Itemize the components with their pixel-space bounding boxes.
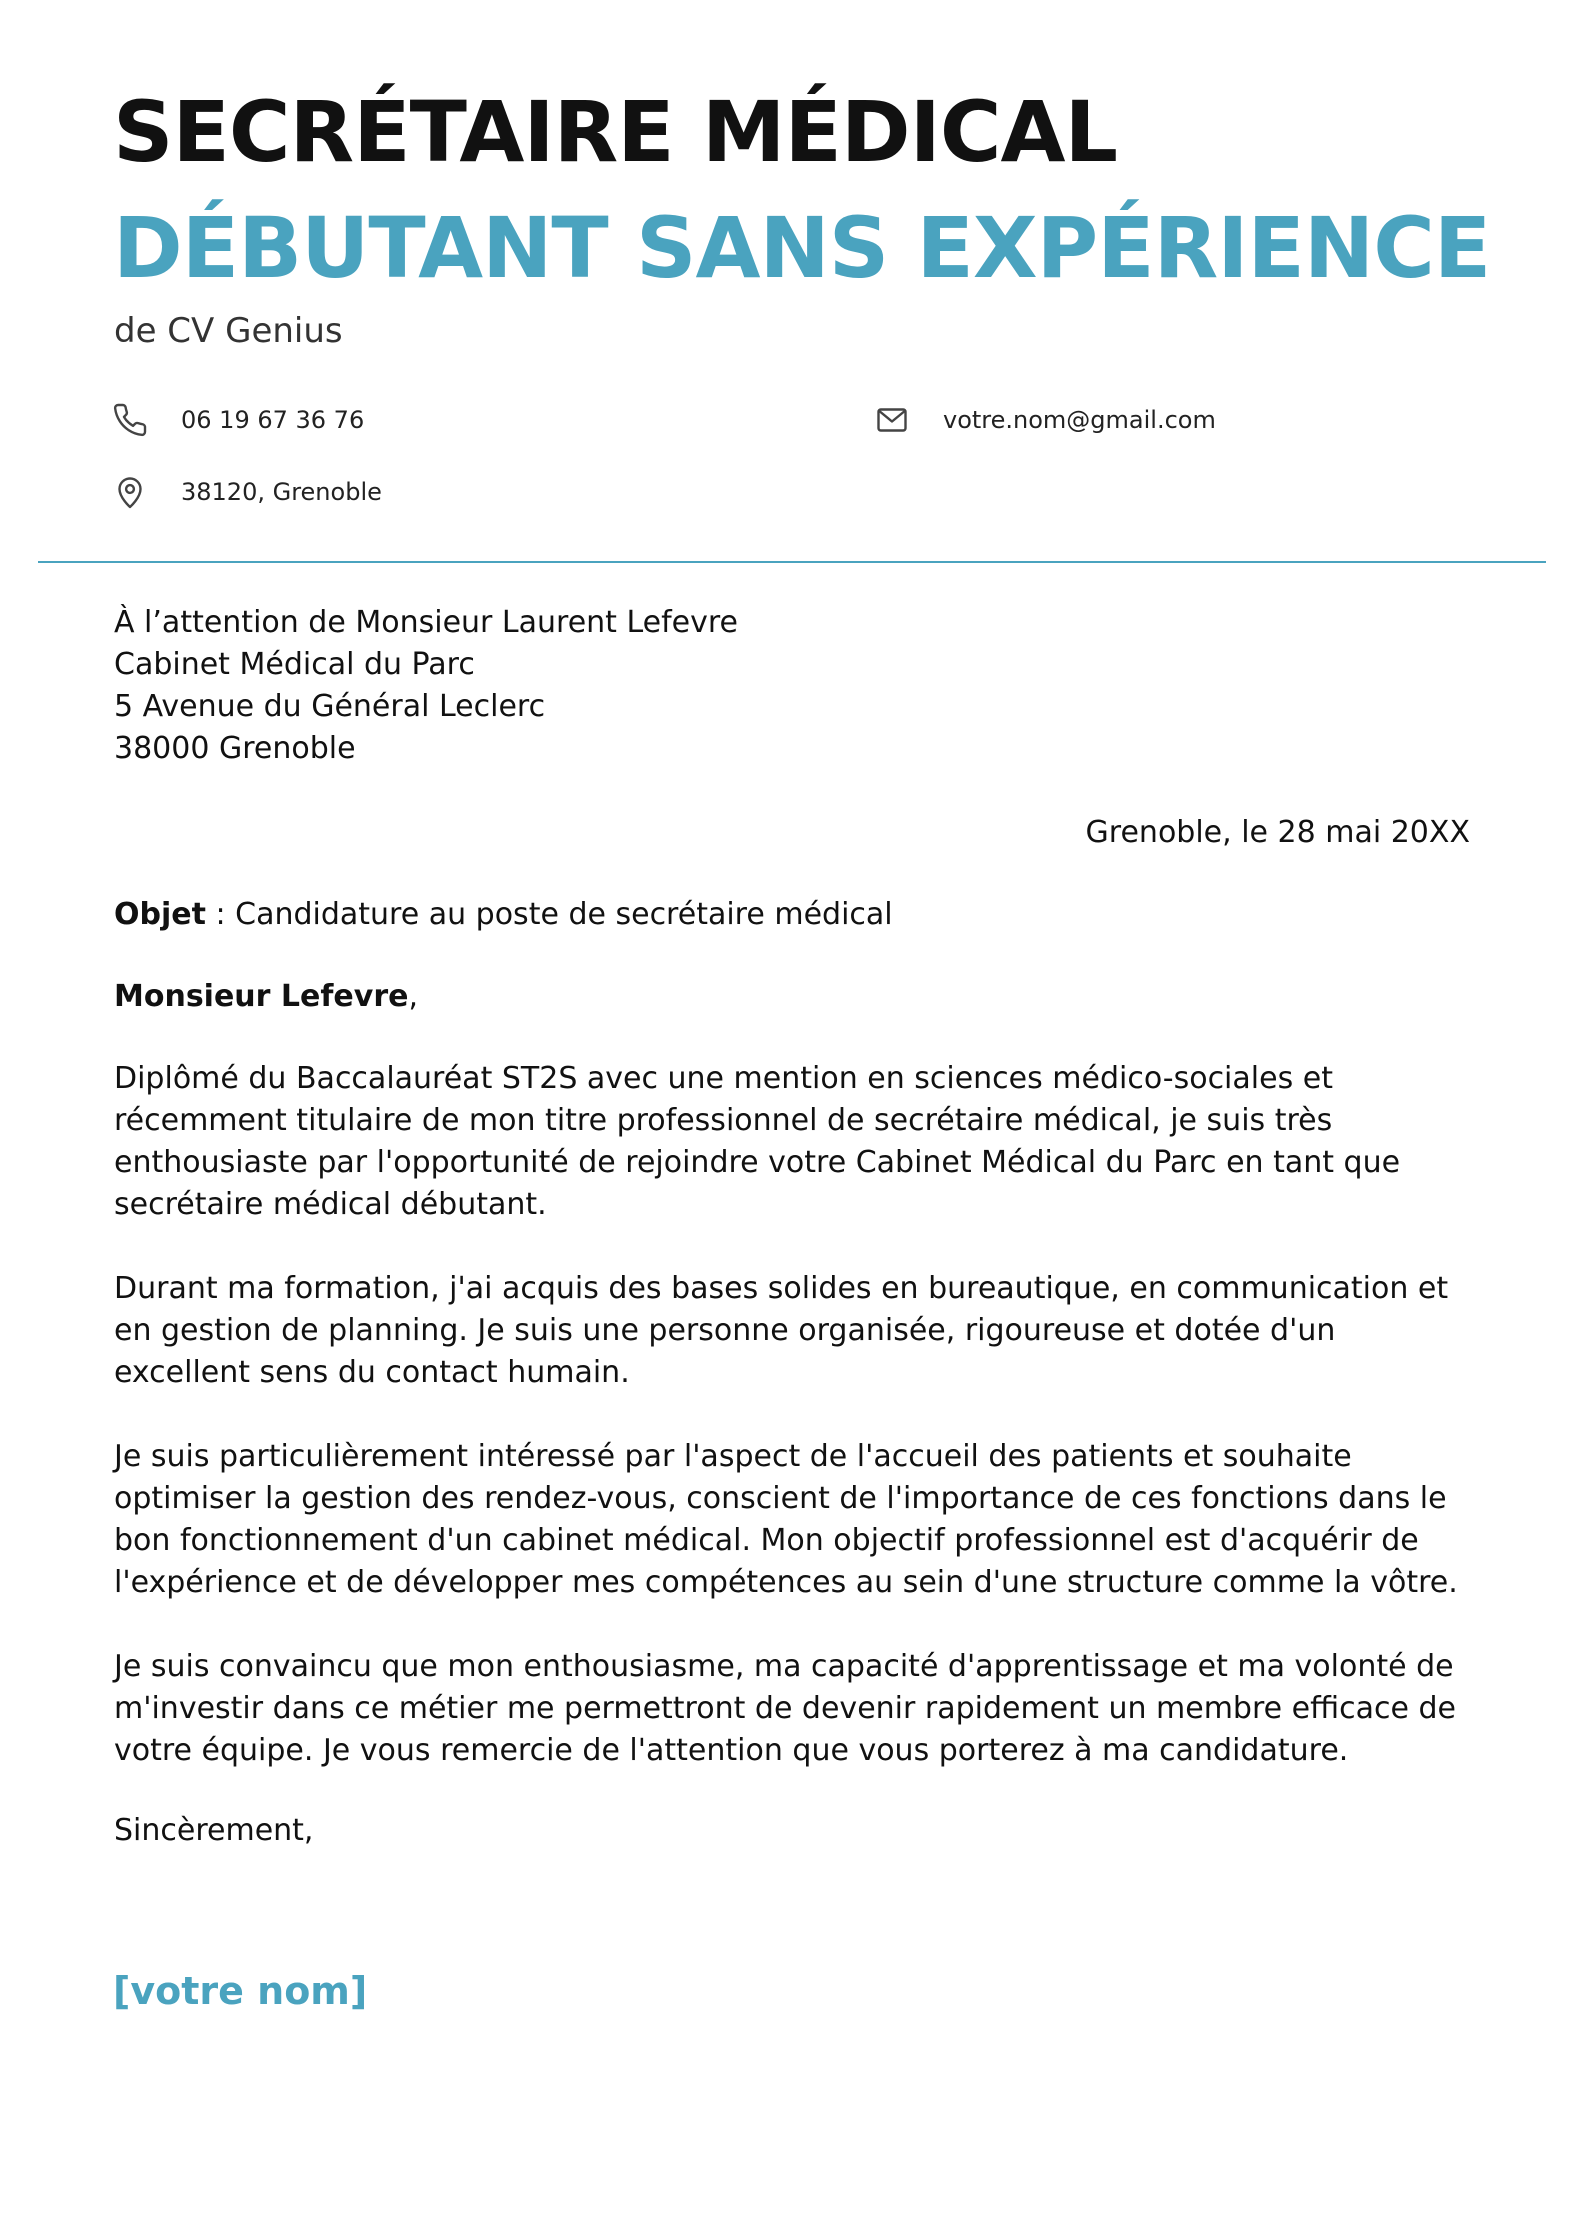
recipient-block xyxy=(114,602,1434,770)
title-line-2: DÉBUTANT SANS EXPÉRIENCE xyxy=(113,199,1491,297)
body-paragraph: Durant ma formation, j'ai acquis des bases solides en bureautique, en communication et en gestion de planning. Je suis une personne organisée, rigoureuse et dotée d'un excellent sens du contact humain. xyxy=(114,1271,1449,1390)
body-paragraph: Je suis particulièrement intéressé par l'aspect de l'accueil des patients et souhaite optimiser la gestion des rendez-vous, conscient de l'importance de ces fonctions dans le bon fonctionnement d'un cabinet médical. Mon objectif professionnel est d'acquérir de l'expérience et de développer mes compétences au sein d'une structure comme la vôtre. xyxy=(114,1439,1458,1600)
contact-email xyxy=(872,400,1216,440)
letter-date: Grenoble, le 28 mai 20XX xyxy=(1085,815,1470,850)
email-address: votre.nom@gmail.com xyxy=(943,406,1216,434)
recipient-line: Cabinet Médical du Parc xyxy=(114,647,475,682)
mail-icon xyxy=(872,400,912,440)
location-pin-icon xyxy=(110,472,150,512)
body-paragraph: Je suis convaincu que mon enthousiasme, ma capacité d'apprentissage et ma volonté de m'investir dans ce métier me permettront de devenir rapidement un membre efficace de votre équipe. Je vous remercie de l'attention que vous porterez à ma candidature. xyxy=(114,1649,1456,1768)
address: 38120, Grenoble xyxy=(181,478,382,506)
letter-body xyxy=(114,1058,1474,1814)
salutation xyxy=(114,976,418,1018)
body-paragraph: Diplômé du Baccalauréat ST2S avec une mention en sciences médico-sociales et récemment titulaire de mon titre professionnel de secrétaire médical, je suis très enthousiaste par l'opportunité de rejoindre votre Cabinet Médical du Parc en tant que secrétaire médical débutant. xyxy=(114,1061,1401,1222)
salutation-punct: , xyxy=(408,979,419,1014)
header-divider xyxy=(38,561,1546,563)
subtitle: de CV Genius xyxy=(114,311,343,351)
recipient-line: 38000 Grenoble xyxy=(114,731,356,766)
signature-name: [votre nom] xyxy=(113,1969,368,2013)
recipient-line: À l’attention de Monsieur Laurent Lefevre xyxy=(114,605,739,640)
letter-object xyxy=(114,894,893,936)
object-text: : Candidature au poste de secrétaire médical xyxy=(205,897,893,932)
closing: Sincèrement, xyxy=(114,1813,314,1848)
contact-phone xyxy=(110,400,364,440)
contact-address xyxy=(110,472,382,512)
salutation-name: Monsieur Lefevre xyxy=(114,979,409,1014)
recipient-line: 5 Avenue du Général Leclerc xyxy=(114,689,546,724)
phone-icon xyxy=(110,400,150,440)
phone-number: 06 19 67 36 76 xyxy=(181,406,365,434)
title-line-1: SECRÉTAIRE MÉDICAL xyxy=(113,83,1118,181)
object-label: Objet xyxy=(114,897,206,932)
